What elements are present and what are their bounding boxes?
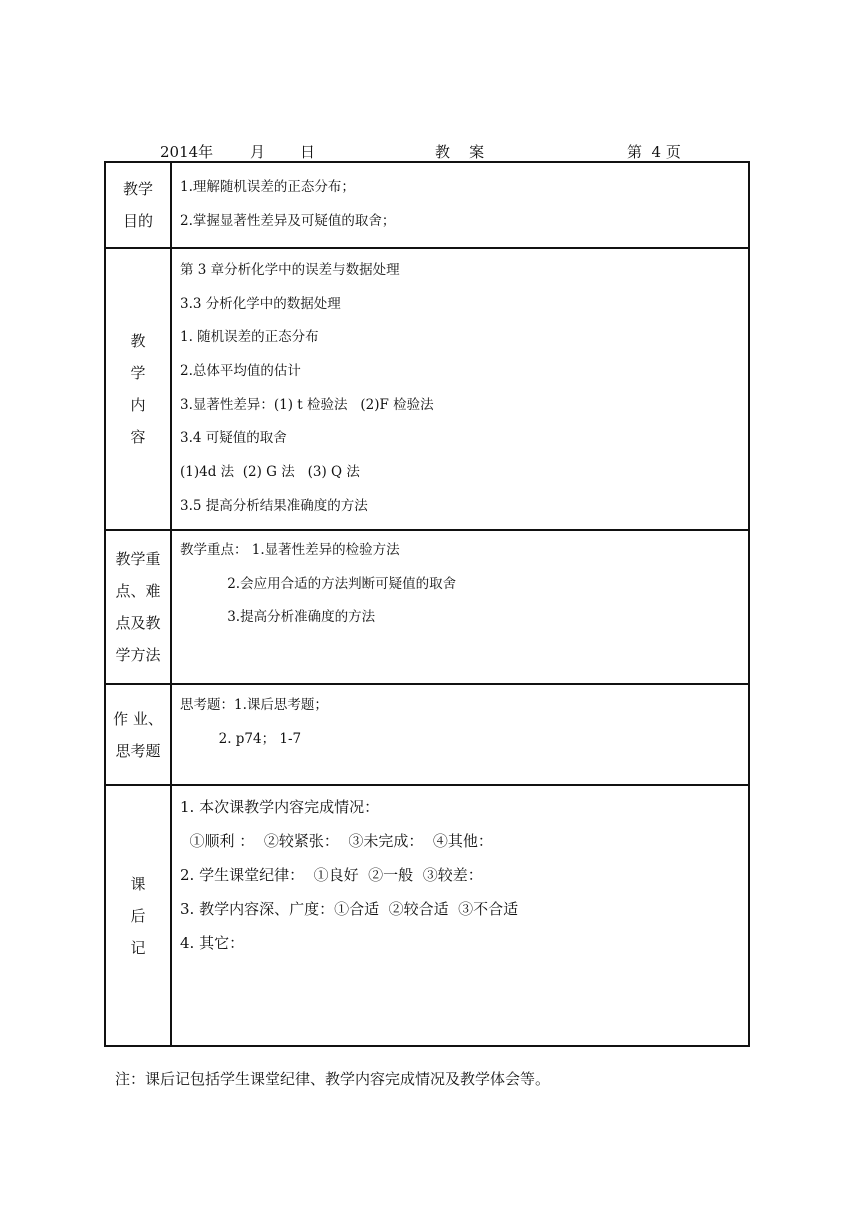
header-month: 月: [250, 143, 266, 161]
content-line: 第 3 章分析化学中的误差与数据处理: [180, 262, 400, 278]
keypoints-body: [171, 530, 749, 684]
header-page: 第 4 页: [627, 143, 681, 161]
content-line: 3.5 提高分析结果准确度的方法: [180, 497, 368, 514]
content-line: 3.显著性差异：(1) t 检验法 (2)F 检验法: [180, 396, 434, 413]
objective-line: 1.理解随机误差的正态分布；: [180, 179, 355, 195]
content-line: 2.总体平均值的估计: [180, 363, 301, 380]
lesson-plan-table: [104, 161, 750, 1047]
keypoint-line: 教学重点： 1.显著性差异的检验方法: [180, 542, 400, 558]
content-row: [105, 248, 749, 530]
header-day: 日: [300, 143, 316, 161]
footnote: 注：课后记包括学生课堂纪律、教学内容完成情况及教学体会等。: [115, 1070, 551, 1088]
postclass-line: 4. 其它：: [180, 934, 245, 952]
content-body: [171, 248, 749, 530]
content-line: 3.4 可疑值的取舍: [180, 430, 287, 447]
postclass-line: ①顺利 ： ②较紧张： ③未完成： ④其他：: [180, 832, 493, 850]
objectives-row: [105, 162, 749, 248]
keypoint-line: 2.会应用合适的方法判断可疑值的取舍: [180, 575, 457, 592]
postclass-row: [105, 785, 749, 1046]
content-label: 教 学 内 容: [105, 248, 171, 530]
homework-row: [105, 684, 749, 785]
postclass-line: 1. 本次课教学内容完成情况：: [180, 798, 380, 816]
content-line: (1)4d 法 (2) G 法 (3) Q 法: [180, 464, 360, 481]
keypoints-row: [105, 530, 749, 684]
postclass-body: [171, 785, 749, 1046]
postclass-label: 课 后 记: [105, 785, 171, 1046]
keypoints-label: 教学重 点、难 点及教 学方法: [105, 530, 171, 684]
postclass-line: 3. 教学内容深、广度：①合适 ②较合适 ③不合适: [180, 900, 519, 918]
postclass-line: 2. 学生课堂纪律： ①良好 ②一般 ③较差：: [180, 866, 483, 884]
content-line: 1. 随机误差的正态分布: [180, 329, 319, 346]
page-header: [104, 141, 750, 163]
homework-line: 思考题：1.课后思考题；: [180, 697, 328, 713]
content-line: 3.3 分析化学中的数据处理: [180, 295, 341, 312]
header-title: 教 案: [435, 143, 485, 161]
objective-line: 2.掌握显著性差异及可疑值的取舍；: [180, 212, 396, 229]
objectives-label: 教学 目的: [105, 162, 171, 248]
objectives-content: [171, 162, 749, 248]
header-year: 2014年: [160, 143, 214, 161]
keypoint-line: 3.提高分析准确度的方法: [180, 609, 376, 626]
homework-line: 2. p74； 1-7: [180, 730, 302, 747]
homework-label: 作 业、 思考题: [105, 684, 171, 785]
homework-body: [171, 684, 749, 785]
